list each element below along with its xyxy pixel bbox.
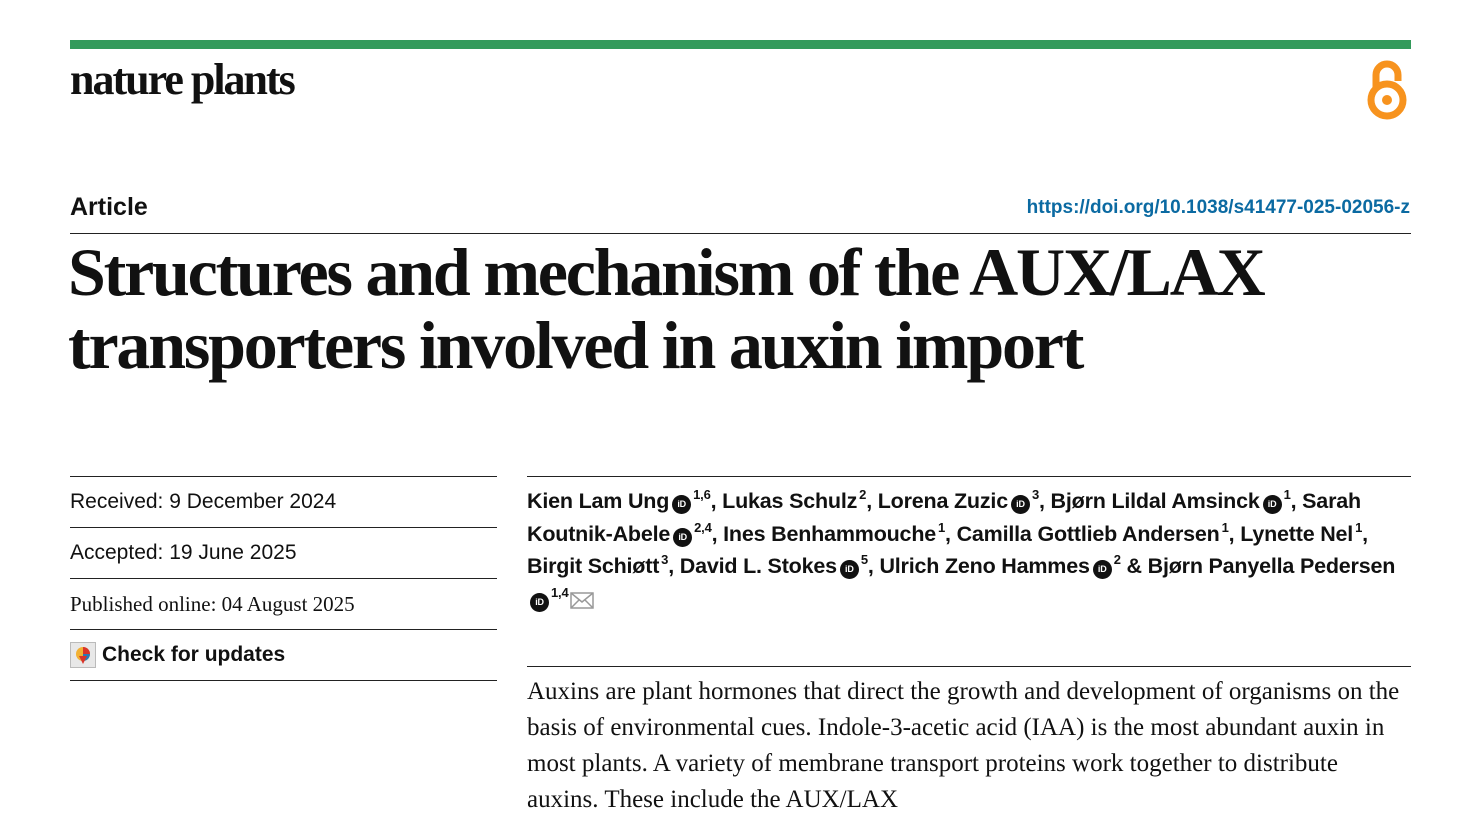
affiliation-superscript[interactable]: 2 (859, 487, 867, 502)
author-name[interactable]: Kien Lam Ung (527, 489, 670, 513)
author-separator: , (945, 521, 957, 546)
orcid-icon[interactable]: iD (672, 495, 691, 514)
author-list (527, 485, 1411, 615)
affiliation-superscript[interactable]: 1 (1221, 519, 1229, 535)
author-name[interactable]: Birgit Schiøtt (527, 554, 660, 578)
author-separator: , (710, 489, 723, 513)
author-separator: , (1228, 521, 1241, 546)
affiliation-superscript[interactable]: 2 (1113, 552, 1121, 567)
author-separator: , (1038, 489, 1051, 513)
article-metadata (70, 476, 497, 681)
author-block (527, 476, 1411, 615)
author-name[interactable]: David L. Stokes (679, 554, 837, 578)
affiliation-superscript[interactable]: 5 (860, 552, 868, 567)
article-type-label: Article (70, 193, 148, 221)
affiliation-superscript[interactable]: 1,6 (693, 487, 711, 502)
doi-link[interactable]: https://doi.org/10.1038/s41477-025-02056-z (1026, 197, 1410, 218)
orcid-icon[interactable]: iD (1093, 560, 1112, 579)
abstract-divider (527, 666, 1411, 667)
author-name[interactable]: Lynette Nel (1240, 521, 1354, 546)
author-name[interactable]: Bjørn Panyella Pedersen (1147, 554, 1396, 578)
abstract-text: Auxins are plant hormones that direct the growth and development of organisms on the basis of environmental cues. Indole-3-acetic acid (IAA) is the most abundant auxin in most plants. A variety of membrane transport proteins work together to distribute auxins. These include the AUX/LAX (527, 678, 1400, 813)
article-title: Structures and mechanism of the AUX/LAX transporters involved in auxin import (68, 234, 1264, 383)
orcid-icon[interactable]: iD (673, 528, 692, 547)
author-name[interactable]: Ines Benhammouche (723, 521, 937, 546)
author-name[interactable]: Sarah Koutnik-Abele (527, 489, 1361, 546)
author-name[interactable]: Bjørn Lildal Amsinck (1050, 489, 1260, 513)
check-updates-button[interactable]: Check for updates (70, 629, 497, 681)
open-access-icon (1364, 57, 1410, 123)
author-separator: , (668, 554, 680, 578)
author-name[interactable]: Lorena Zuzic (877, 489, 1008, 513)
author-separator: , (711, 521, 724, 546)
affiliation-superscript[interactable]: 1,4 (551, 584, 569, 600)
affiliation-superscript[interactable]: 3 (661, 552, 669, 567)
affiliation-superscript[interactable]: 3 (1031, 487, 1039, 502)
author-separator: & (1120, 554, 1148, 578)
author-divider (527, 476, 1411, 477)
orcid-icon[interactable]: iD (1011, 495, 1030, 514)
mail-icon[interactable] (570, 592, 594, 609)
author-name[interactable]: Camilla Gottlieb Andersen (956, 521, 1220, 546)
check-updates-icon (70, 642, 96, 668)
author-name[interactable]: Lukas Schulz (722, 489, 858, 513)
published-date: Published online: 04 August 2025 (70, 578, 497, 629)
received-date: Received: 9 December 2024 (70, 476, 497, 527)
affiliation-superscript[interactable]: 2,4 (694, 519, 712, 535)
orcid-icon[interactable]: iD (530, 593, 549, 612)
orcid-icon[interactable]: iD (840, 560, 859, 579)
author-separator: , (867, 554, 880, 578)
orcid-icon[interactable]: iD (1263, 495, 1282, 514)
journal-name[interactable]: nature plants (70, 55, 294, 104)
author-separator: , (1362, 521, 1368, 546)
affiliation-superscript[interactable]: 1 (1283, 487, 1291, 502)
author-name[interactable]: Ulrich Zeno Hammes (879, 554, 1090, 578)
affiliation-superscript[interactable]: 1 (1355, 519, 1363, 535)
accepted-date: Accepted: 19 June 2025 (70, 527, 497, 578)
author-separator: , (1290, 489, 1303, 513)
affiliation-superscript[interactable]: 1 (938, 519, 946, 535)
author-separator: , (866, 489, 878, 513)
journal-accent-bar (70, 40, 1411, 49)
